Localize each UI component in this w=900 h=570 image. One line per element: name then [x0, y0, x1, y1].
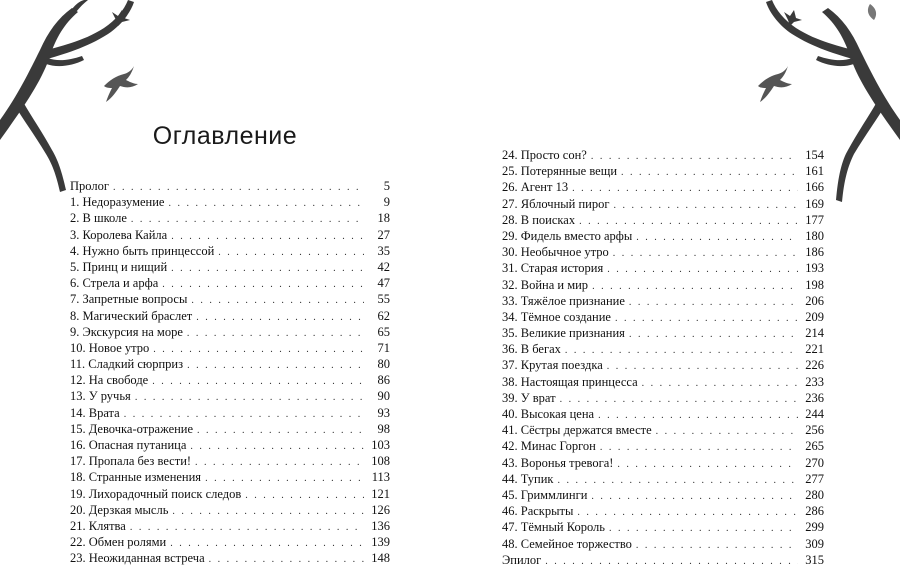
toc-entry	[70, 275, 390, 291]
toc-entry-page: 299	[805, 520, 824, 535]
toc-entry	[70, 453, 390, 469]
dot-leader	[617, 457, 798, 473]
dot-leader	[607, 262, 798, 278]
toc-entry-page: 244	[805, 407, 824, 421]
toc-entry-page: 121	[371, 486, 390, 501]
toc-entry-page: 103	[371, 438, 390, 452]
toc-entry-title: 6. Стрела и арфа	[70, 276, 159, 291]
toc-entry-title: 25. Потерянные вещи	[502, 164, 618, 179]
toc-entry-title: 20. Дерзкая мысль	[70, 502, 169, 517]
toc-entry-title: 26. Агент 13	[502, 180, 569, 195]
dot-leader	[135, 390, 364, 406]
toc-entry-title: 23. Неожиданная встреча	[70, 551, 205, 566]
toc-entry	[502, 277, 824, 293]
toc-entry-title: 7. Запретные вопросы	[70, 292, 188, 307]
toc-entry-page: 277	[805, 471, 824, 486]
toc-entry-title: 43. Воронья тревога!	[502, 455, 614, 470]
dot-leader	[557, 473, 798, 489]
toc-entry-page: 113	[371, 470, 390, 485]
toc-entry	[502, 406, 824, 422]
toc-entry-page: 180	[805, 228, 824, 243]
dot-leader	[218, 245, 364, 261]
toc-entry-title: 39. У врат	[502, 390, 556, 405]
toc-entry-title: 15. Девочка-отражение	[70, 421, 194, 436]
tree-trunk	[0, 8, 78, 140]
toc-entry-title: 5. Принц и нищий	[70, 259, 168, 274]
dot-leader	[642, 376, 798, 392]
dot-leader	[171, 261, 364, 277]
toc-entry-title: 16. Опасная путаница	[70, 438, 187, 452]
toc-entry	[70, 243, 390, 259]
toc-entry	[70, 259, 390, 275]
dot-leader	[614, 198, 799, 214]
toc-entry-title: 41. Сёстры держатся вместе	[502, 423, 652, 438]
toc-entry-title: 19. Лихорадочный поиск следов	[70, 486, 242, 501]
leaf-icon	[868, 4, 876, 20]
toc-entry-page: 166	[805, 180, 824, 195]
toc-entry	[502, 179, 824, 195]
toc-entry-title: 1. Недоразумение	[70, 195, 165, 210]
toc-entry-title: 13. У ручья	[70, 389, 131, 404]
toc-entry	[502, 244, 824, 260]
toc-entry-page: 186	[805, 245, 824, 260]
toc-entry-page: 270	[805, 455, 824, 470]
toc-entry	[502, 325, 824, 341]
toc-entry-page: 214	[805, 326, 824, 341]
toc-entry-page: 309	[805, 536, 824, 551]
dot-leader	[209, 552, 364, 568]
dot-leader	[621, 165, 798, 181]
toc-entry-page: 62	[377, 308, 390, 323]
dot-leader	[591, 489, 798, 505]
toc-entry-page: 98	[377, 421, 390, 436]
toc-entry	[70, 227, 390, 243]
toc-entry-title: 10. Новое утро	[70, 340, 150, 355]
toc-entry-title: 33. Тяжёлое признание	[502, 293, 625, 308]
dot-leader	[196, 310, 364, 326]
toc-entry	[502, 422, 824, 438]
toc-entry-title: Пролог	[70, 179, 109, 193]
dot-leader	[168, 196, 364, 212]
toc-entry	[70, 388, 390, 404]
toc-entry	[70, 518, 390, 534]
toc-entry-page: 221	[805, 342, 824, 357]
toc-entry	[70, 210, 390, 226]
dot-leader	[187, 358, 364, 374]
toc-entry	[70, 550, 390, 566]
dot-leader	[636, 230, 798, 246]
toc-entry-title: 9. Экскурсия на море	[70, 324, 183, 339]
toc-entry-title: 32. Война и мир	[502, 277, 589, 292]
toc-entry-page: 27	[377, 227, 390, 242]
toc-entry-title: Эпилог	[502, 552, 542, 567]
toc-entry	[502, 519, 824, 535]
toc-entry-page: 139	[371, 535, 390, 550]
toc-entry	[70, 405, 390, 421]
toc-entry	[70, 486, 390, 502]
toc-entry-page: 80	[377, 357, 390, 372]
toc-entry-page: 233	[805, 374, 824, 389]
toc-entry-page: 93	[377, 405, 390, 420]
toc-entry-page: 86	[377, 373, 390, 388]
toc-entry-title: 45. Гриммлинги	[502, 487, 588, 502]
toc-entry-title: 27. Яблочный пирог	[502, 196, 610, 211]
toc-entry	[70, 421, 390, 437]
toc-entry	[502, 293, 824, 309]
toc-entry-title: 28. В поисках	[502, 212, 576, 227]
toc-entry-title: 37. Крутая поездка	[502, 358, 603, 373]
toc-entry-page: 177	[805, 212, 824, 227]
dot-leader	[560, 392, 798, 408]
toc-entry	[70, 194, 390, 210]
toc-entry-page: 71	[377, 340, 390, 355]
toc-entry	[70, 534, 390, 550]
dot-leader	[629, 295, 798, 311]
toc-entry-title: 2. В школе	[70, 211, 127, 226]
toc-entry-page: 315	[805, 552, 824, 567]
toc-entry	[70, 372, 390, 388]
toc-entry-page: 9	[383, 195, 390, 210]
toc-entry-title: 30. Необычное утро	[502, 245, 609, 260]
toc-entry-page: 256	[805, 423, 824, 438]
dot-leader	[613, 246, 798, 262]
toc-entry-title: 40. Высокая цена	[502, 407, 595, 421]
toc-entry-page: 5	[383, 179, 390, 193]
toc-entry-title: 21. Клятва	[70, 518, 126, 533]
toc-entry	[502, 455, 824, 471]
dot-leader	[615, 311, 798, 327]
toc-entry	[502, 147, 824, 163]
toc-entry	[502, 260, 824, 276]
toc-entry	[502, 357, 824, 373]
toc-entry	[70, 324, 390, 340]
toc-entry-title: 3. Королева Кайла	[70, 227, 168, 242]
dot-leader	[172, 504, 364, 520]
toc-entry-page: 280	[805, 487, 824, 502]
toc-entry-page: 42	[377, 259, 390, 274]
toc-entry	[70, 356, 390, 372]
toc-entry	[502, 536, 824, 552]
toc-entry	[502, 471, 824, 487]
toc-entry-title: 24. Просто сон?	[502, 148, 587, 162]
toc-entry	[502, 212, 824, 228]
toc-entry-page: 136	[371, 518, 390, 533]
dot-leader	[577, 505, 798, 521]
toc-entry-title: 22. Обмен ролями	[70, 535, 167, 550]
toc-entry-title: 47. Тёмный Король	[502, 520, 605, 535]
toc-entry	[502, 487, 824, 503]
dot-leader	[629, 327, 798, 343]
dot-leader	[190, 439, 364, 455]
dot-leader	[609, 521, 798, 537]
bird-icon	[104, 66, 138, 102]
toc-entry-page: 18	[377, 211, 390, 226]
toc-entry-page: 47	[377, 276, 390, 291]
dot-leader	[636, 538, 798, 554]
toc-entry-title: 36. В бегах	[502, 342, 561, 357]
toc-entry-title: 31. Старая история	[502, 261, 604, 276]
toc-entry	[70, 437, 390, 453]
toc-entry-page: 226	[805, 358, 824, 373]
toc-entry-page: 206	[805, 293, 824, 308]
page-title: Оглавление	[152, 122, 298, 150]
toc-entry-page: 161	[805, 164, 824, 179]
toc-entry	[70, 308, 390, 324]
toc-entry	[502, 374, 824, 390]
toc-entry-title: 35. Великие признания	[502, 326, 625, 341]
toc-list-right	[502, 147, 824, 568]
toc-entry-title: 44. Тупик	[502, 471, 554, 486]
toc-entry-title: 8. Магический браслет	[70, 308, 193, 323]
toc-entry-page: 193	[805, 261, 824, 276]
toc-entry-page: 148	[371, 551, 390, 566]
left-page	[0, 0, 450, 568]
toc-entry-page: 35	[377, 243, 390, 258]
toc-entry-page: 236	[805, 390, 824, 405]
toc-entry	[502, 228, 824, 244]
dot-leader	[656, 424, 798, 440]
toc-entry	[502, 390, 824, 406]
toc-entry-title: 18. Странные изменения	[70, 470, 202, 485]
toc-entry-title: 46. Раскрыты	[502, 504, 574, 519]
toc-entry	[502, 196, 824, 212]
right-page	[450, 0, 900, 568]
toc-entry-title: 42. Минас Горгон	[502, 439, 596, 454]
toc-entry-title: 29. Фидель вместо арфы	[502, 228, 633, 243]
toc-entry	[502, 163, 824, 179]
toc-entry	[70, 502, 390, 518]
dot-leader	[195, 455, 364, 471]
toc-entry-page: 90	[377, 389, 390, 404]
toc-entry-page: 169	[805, 196, 824, 211]
toc-entry-title: 11. Сладкий сюрприз	[70, 357, 184, 372]
toc-entry	[70, 178, 390, 194]
toc-entry	[70, 340, 390, 356]
toc-entry-title: 38. Настоящая принцесса	[502, 374, 638, 389]
dot-leader	[600, 440, 798, 456]
dot-leader	[187, 326, 364, 342]
toc-entry-page: 108	[371, 454, 390, 469]
toc-entry-page: 65	[377, 324, 390, 339]
toc-entry	[502, 341, 824, 357]
tree-branch	[836, 96, 886, 202]
toc-entry-title: 48. Семейное торжество	[502, 536, 632, 551]
toc-entry	[502, 552, 824, 568]
toc-entry	[70, 291, 390, 307]
dot-leader	[153, 342, 364, 358]
dot-leader	[197, 423, 364, 439]
toc-entry	[502, 309, 824, 325]
toc-entry-title: 34. Тёмное создание	[502, 309, 611, 324]
tree-branch-illustration	[0, 0, 150, 200]
toc-entry-page: 209	[805, 309, 824, 324]
dot-leader	[152, 374, 364, 390]
toc-entry	[70, 469, 390, 485]
dot-leader	[162, 277, 364, 293]
dot-leader	[245, 488, 364, 504]
dot-leader	[591, 149, 798, 165]
toc-entry	[502, 438, 824, 454]
toc-entry-page: 265	[805, 439, 824, 454]
toc-entry-page: 154	[805, 148, 824, 162]
toc-entry-title: 12. На свободе	[70, 373, 149, 388]
toc-entry-page: 55	[377, 292, 390, 307]
bird-icon	[758, 66, 792, 102]
toc-list-left	[70, 178, 390, 567]
toc-entry-page: 198	[805, 277, 824, 292]
toc-entry-page: 126	[371, 502, 390, 517]
toc-entry	[502, 503, 824, 519]
tree-trunk	[822, 8, 900, 140]
dot-leader	[191, 293, 364, 309]
toc-entry-page: 286	[805, 504, 824, 519]
toc-entry-title: 14. Врата	[70, 405, 120, 420]
toc-entry-title: 4. Нужно быть принцессой	[70, 243, 215, 258]
tree-branch	[72, 0, 88, 12]
dot-leader	[545, 554, 798, 570]
toc-entry-title: 17. Пропала без вести!	[70, 454, 192, 469]
